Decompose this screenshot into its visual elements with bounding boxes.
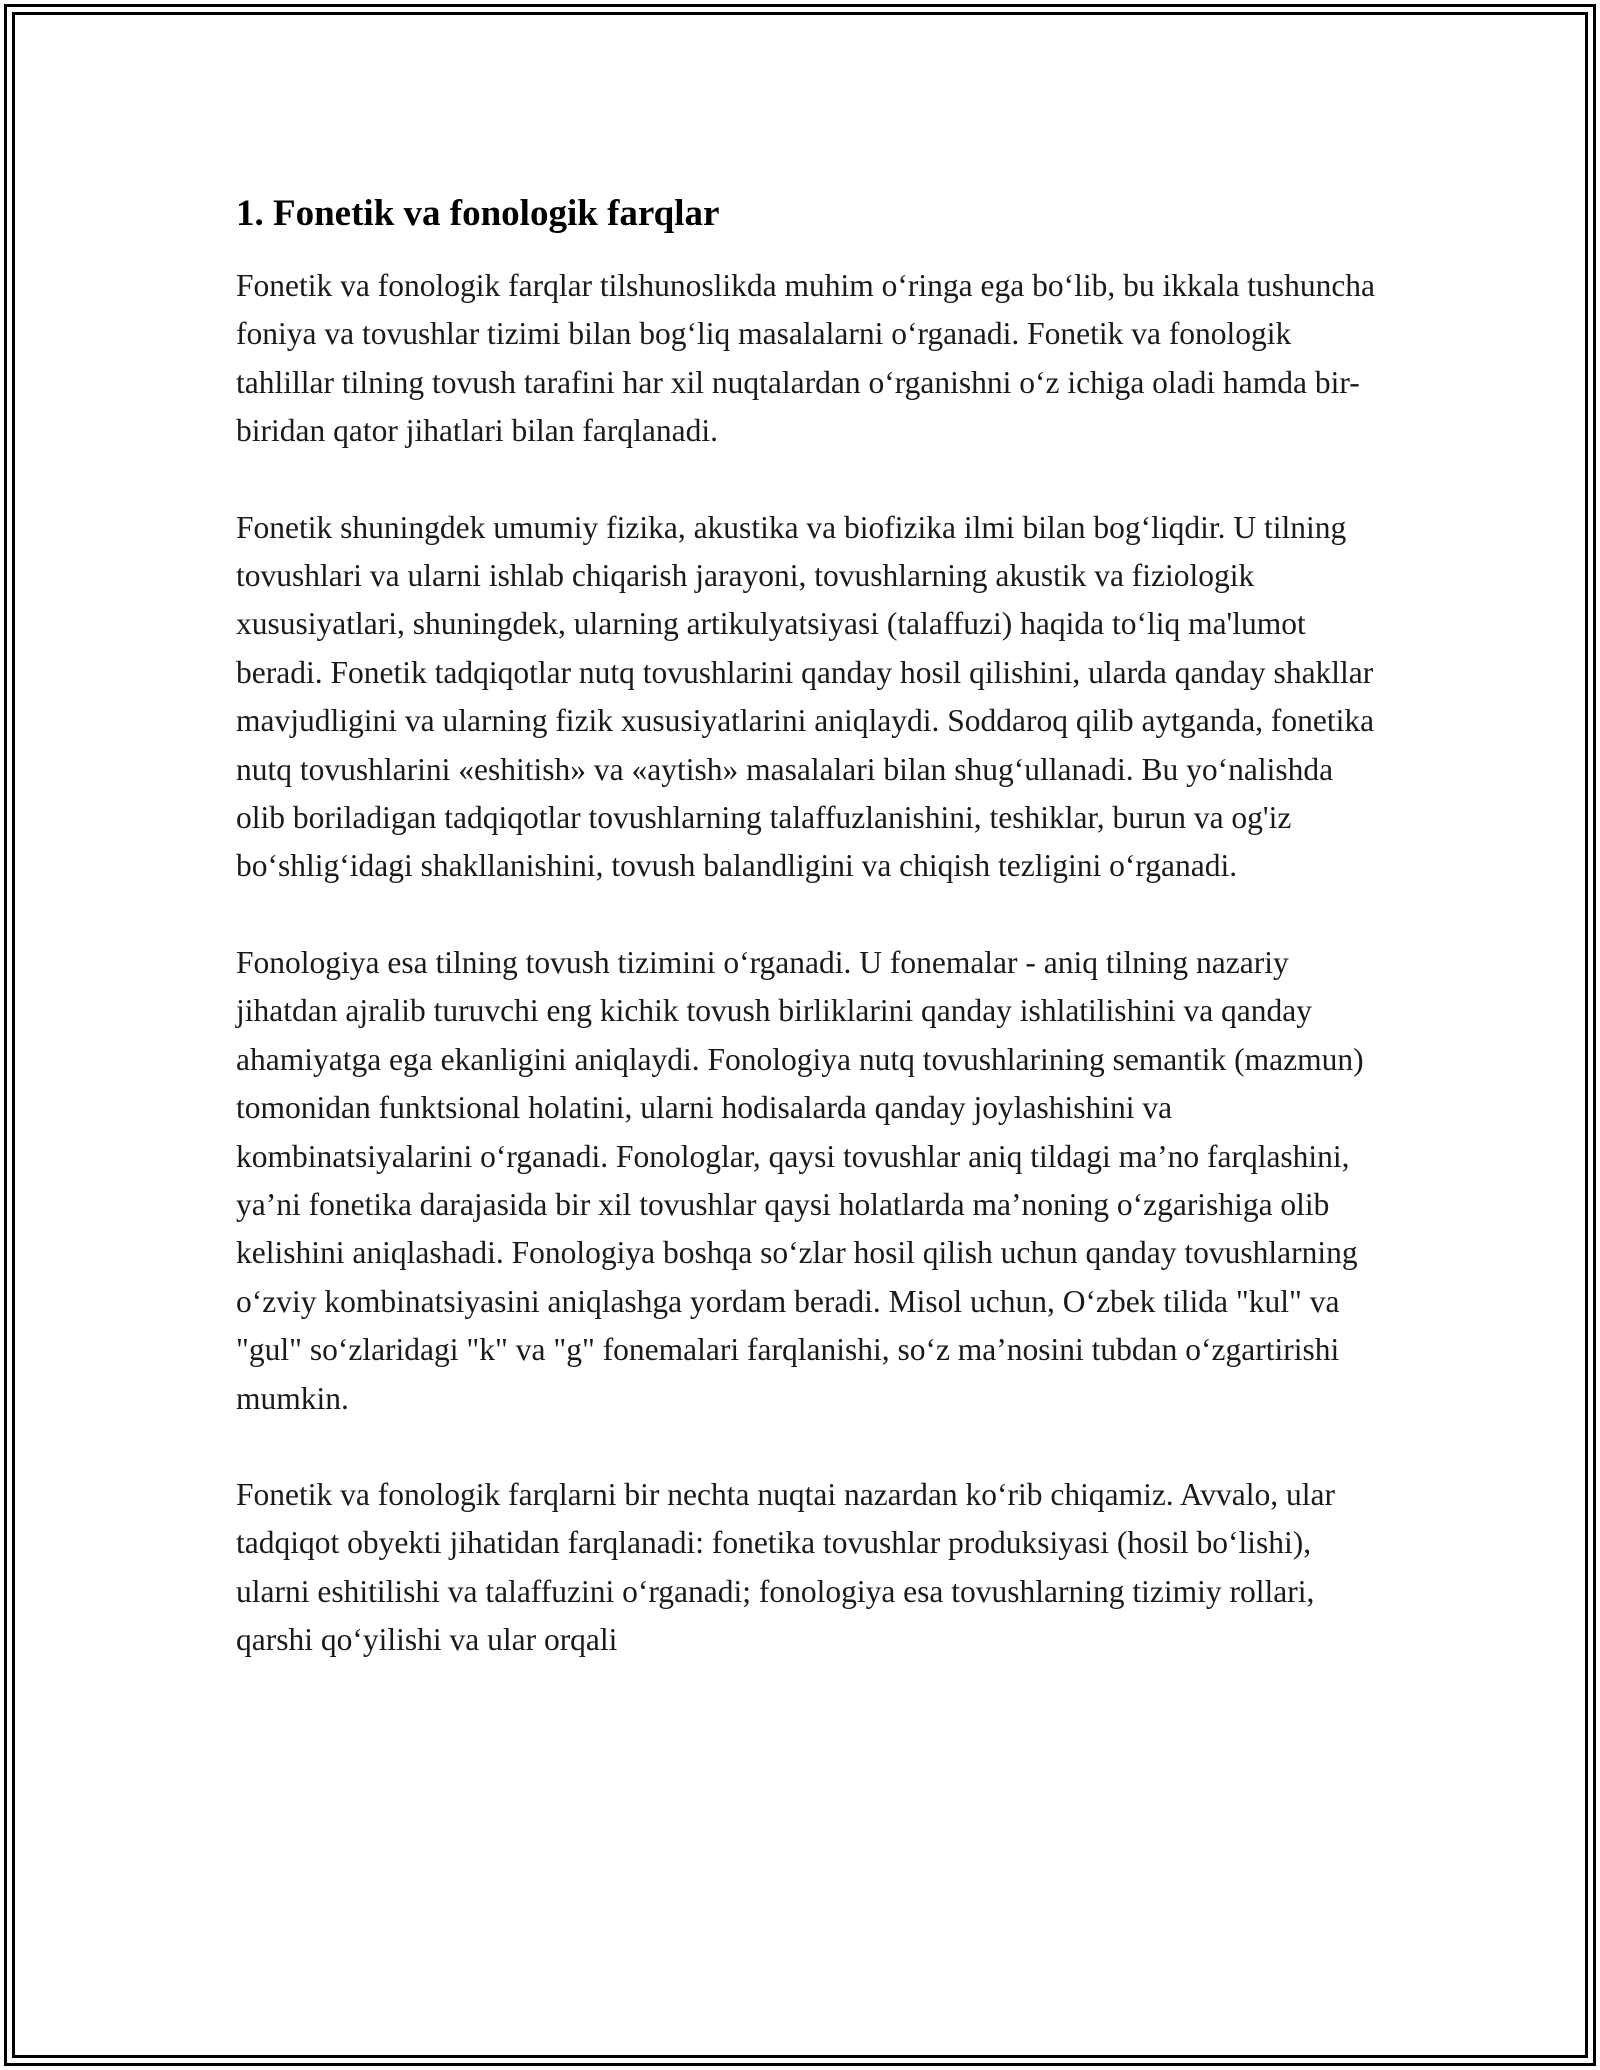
paragraph-phonetics: Fonetik shuningdek umumiy fizika, akustika va biofizika ilmi bilan bog‘liqdir. U tilning tovushlari va ularni ishlab chiqarish jarayoni, tovushlarning akustik va fiziologik xususiyatlari, shuningdek, ularning artikulyatsiyasi (talaffuzi) haqida to‘liq ma'lumot beradi. Fonetik tadqiqotlar nutq tovushlarini qanday hosil qilishini, ularda qanday shakllar mavjudligini va ularning fizik xususiyatlarini aniqlaydi. Soddaroq qilib aytganda, fonetika nutq tovushlarini «eshitish» va «aytish» masalalari bilan shug‘ullanadi. Bu yo‘nalishda olib boriladigan tadqiqotlar tovushlarning talaffuzlanishini, teshiklar, burun va og'iz bo‘shlig‘idagi shakllanishini, tovush balandligini va chiqish tezligini o‘rganadi.: [236, 509, 1375, 884]
paragraph-comparison: Fonetik va fonologik farqlarni bir nechta nuqtai nazardan ko‘rib chiqamiz. Avvalo, ular tadqiqot obyekti jihatidan farqlanadi: fonetika tovushlar produksiyasi (hosil bo‘lishi), ularni eshitilishi va talaffuzini o‘rganadi; fonologiya esa tovushlarning tizimiy rollari, qarshi qo‘yilishi va ular orqali: [236, 1476, 1335, 1658]
section-heading: 1. Fonetik va fonologik farqlar: [236, 193, 720, 234]
document-body: [236, 186, 1376, 1713]
paragraph-phonology: Fonologiya esa tilning tovush tizimini o‘rganadi. U fonemalar - aniq tilning nazariy jihatdan ajralib turuvchi eng kichik tovush birliklarini qanday ishlatilishini va qanday ahamiyatga ega ekanligini aniqlaydi. Fonologiya nutq tovushlarining semantik (mazmun) tomonidan funktsional holatini, ularni hodisalarda qanday joylashishini va kombinatsiyalarini o‘rganadi. Fonologlar, qaysi tovushlar aniq tildagi ma’no farqlashini, ya’ni fonetika darajasida bir xil tovushlar qaysi holatlarda ma’noning o‘zgarishiga olib kelishini aniqlashadi. Fonologiya boshqa so‘zlar hosil qilish uchun qanday tovushlarning o‘zviy kombinatsiyasini aniqlashga yordam beradi. Misol uchun, O‘zbek tilida "kul" va "gul" so‘zlaridagi "k" va "g" fonemalari farqlanishi, so‘z ma’nosini tubdan o‘zgartirishi mumkin.: [236, 944, 1364, 1416]
paragraph-intro: Fonetik va fonologik farqlar tilshunoslikda muhim o‘ringa ega bo‘lib, bu ikkala tushuncha foniya va tovushlar tizimi bilan bog‘liq masalalarni o‘rganadi. Fonetik va fonologik tahlillar tilning tovush tarafini har xil nuqtalardan o‘rganishni o‘z ichiga oladi hamda bir-biridan qator jihatlari bilan farqlanadi.: [236, 268, 1376, 449]
